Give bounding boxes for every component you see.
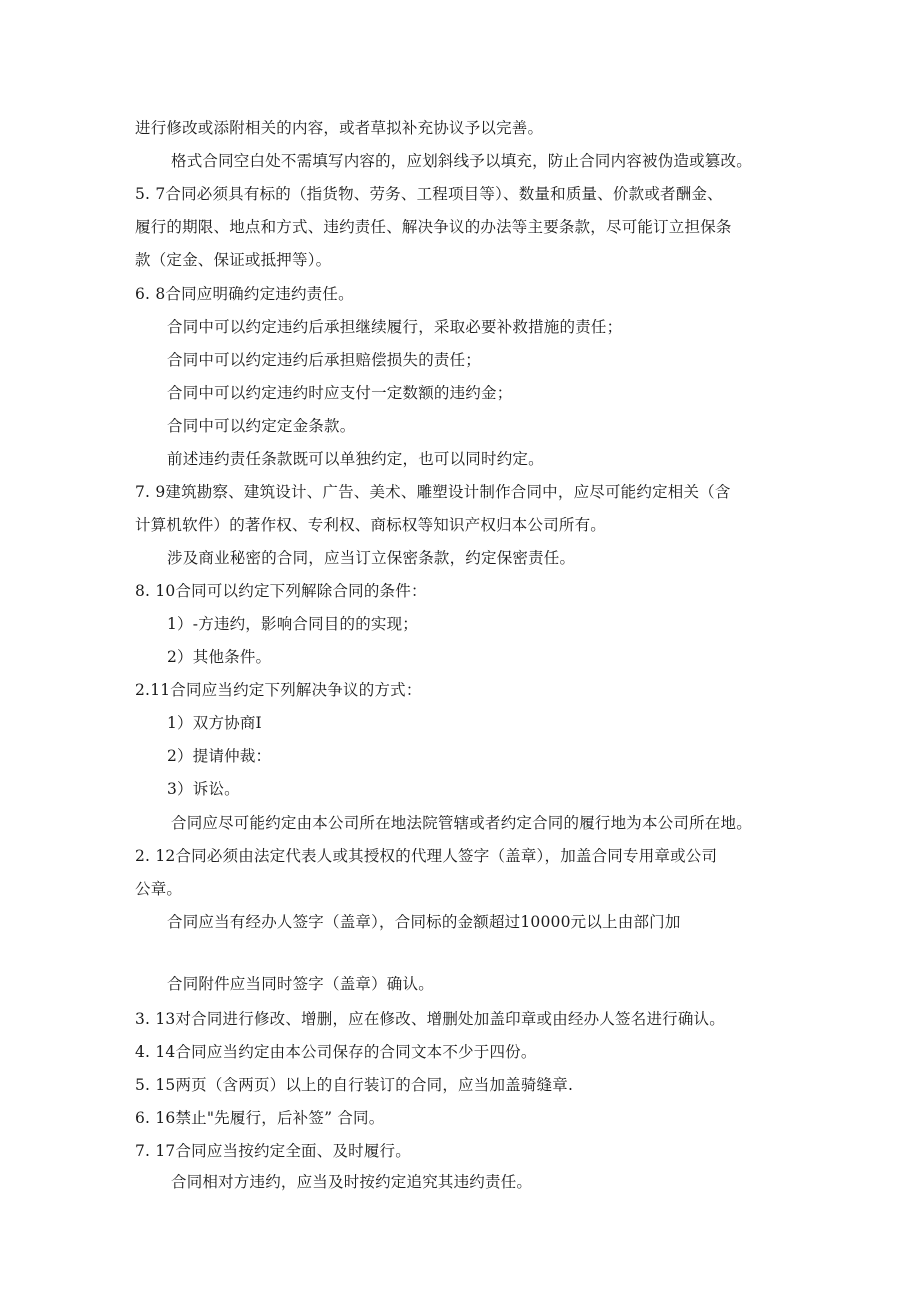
text-line: 合同应尽可能约定由本公司所在地法院管辖或者约定合同的履行地为本公司所在地。 xyxy=(171,814,752,832)
text-line: 7. 9建筑勘察、建筑设计、广告、美术、雕塑设计制作合同中，应尽可能约定相关（含 xyxy=(135,483,731,501)
text-line: 计算机软件）的著作权、专利权、商标权等知识产权归本公司所有。 xyxy=(135,516,607,534)
text-line: 合同附件应当同时签字（盖章）确认。 xyxy=(167,975,434,993)
text-line: 涉及商业秘密的合同，应当订立保密条款，约定保密责任。 xyxy=(167,549,576,567)
text-line: 4. 14合同应当约定由本公司保存的合同文本不少于四份。 xyxy=(135,1043,537,1061)
text-line: 7. 17合同应当按约定全面、及时履行。 xyxy=(135,1142,411,1160)
text-line: 3）诉讼。 xyxy=(167,780,240,798)
text-line: 8. 10合同可以约定下列解除合同的条件： xyxy=(135,582,427,600)
text-line: 1）双方协商I xyxy=(167,714,262,732)
text-line: 款（定金、保证或抵押等）。 xyxy=(135,251,332,269)
text-line: 格式合同空白处不需填写内容的，应划斜线予以填充，防止合同内容被伪造或篡改。 xyxy=(171,152,752,170)
text-line: 3. 13对合同进行修改、增删，应在修改、增删处加盖印章或由经办人签名进行确认。 xyxy=(135,1010,725,1028)
text-line: 前述违约责任条款既可以单独约定，也可以同时约定。 xyxy=(167,450,544,468)
text-line: 2）其他条件。 xyxy=(167,648,272,666)
text-line: 2）提请仲裁： xyxy=(167,747,272,765)
text-line: 进行修改或添附相关的内容，或者草拟补充协议予以完善。 xyxy=(135,119,544,137)
text-line: 合同中可以约定违约后承担赔偿损失的责任； xyxy=(167,351,482,369)
text-line: 2.11合同应当约定下列解决争议的方式： xyxy=(135,681,422,699)
text-line: 5. 15两页（含两页）以上的自行装订的合同，应当加盖骑缝章. xyxy=(135,1076,574,1094)
text-line: 合同中可以约定违约时应支付一定数额的违约金； xyxy=(167,384,513,402)
text-line: 合同相对方违约，应当及时按约定追究其违约责任。 xyxy=(171,1173,533,1191)
text-line: 1）-方违约，影响合同目的的实现； xyxy=(167,615,418,633)
text-line: 6. 16禁止"先履行，后补签” 合同。 xyxy=(135,1109,385,1127)
text-line: 合同中可以约定定金条款。 xyxy=(167,417,356,435)
text-line: 6. 8合同应明确约定违约责任。 xyxy=(135,285,354,303)
text-line: 公章。 xyxy=(135,880,183,898)
text-line: 5. 7合同必须具有标的（指货物、劳务、工程项目等）、数量和质量、价款或者酬金、 xyxy=(135,185,723,203)
text-line: 履行的期限、地点和方式、违约责任、解决争议的办法等主要条款，尽可能订立担保条 xyxy=(135,218,732,236)
text-line: 合同应当有经办人签字（盖章），合同标的金额超过10000元以上由部门加 xyxy=(167,913,681,931)
text-line: 2. 12合同必须由法定代表人或其授权的代理人签字（盖章），加盖合同专用章或公司 xyxy=(135,847,718,865)
text-line: 合同中可以约定违约后承担继续履行，采取必要补救措施的责任； xyxy=(167,318,623,336)
